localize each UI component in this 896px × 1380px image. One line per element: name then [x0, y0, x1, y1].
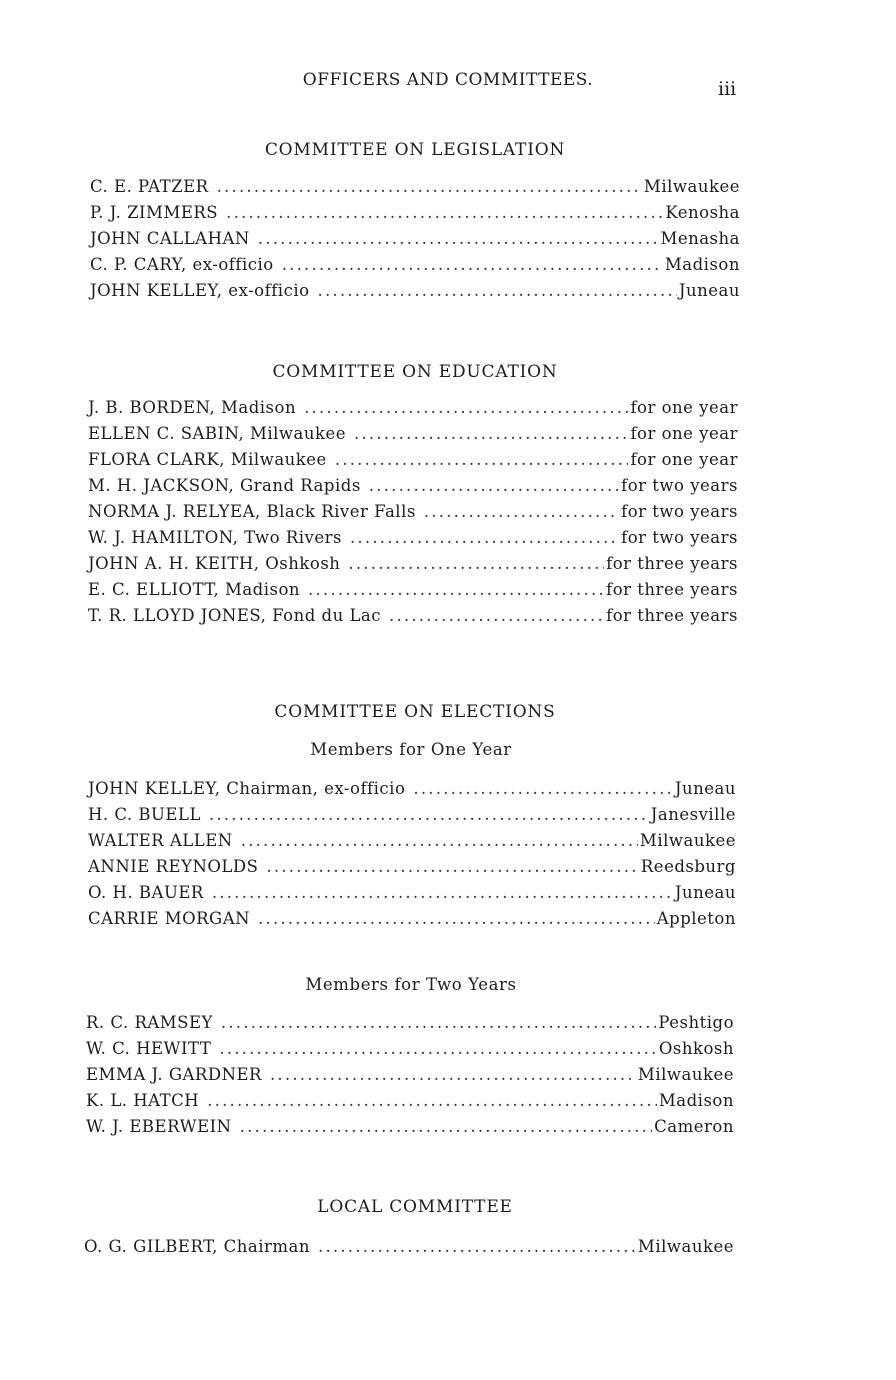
local-member-list — [84, 1237, 734, 1263]
dot-leader — [318, 1237, 636, 1256]
member-place: Oshkosh — [658, 1039, 734, 1058]
member-name: H. C. BUELL — [88, 805, 201, 824]
dot-leader — [241, 831, 638, 850]
dot-leader — [308, 580, 604, 599]
member-entry — [88, 502, 738, 528]
member-name: M. H. JACKSON, Grand Rapids — [88, 476, 361, 495]
member-place: Kenosha — [665, 203, 740, 222]
member-entry — [84, 1237, 734, 1263]
dot-leader — [226, 203, 663, 222]
member-entry — [86, 1117, 734, 1143]
member-name: P. J. ZIMMERS — [90, 203, 219, 222]
member-place: Madison — [658, 1091, 734, 1110]
member-name: W. C. HEWITT — [86, 1039, 212, 1058]
member-place: Madison — [664, 255, 740, 274]
member-name: T. R. LLOYD JONES, Fond du Lac — [88, 606, 382, 625]
member-name: CARRIE MORGAN — [88, 909, 251, 928]
member-place: Janesville — [650, 805, 736, 824]
member-name: NORMA J. RELYEA, Black River Falls — [88, 502, 416, 521]
dot-leader — [219, 1039, 657, 1058]
member-name: O. G. GILBERT, Chairman — [84, 1237, 311, 1256]
member-entry — [88, 883, 736, 909]
member-name: FLORA CLARK, Milwaukee — [88, 450, 327, 469]
elections-one-year-list — [88, 779, 736, 935]
dot-leader — [354, 424, 628, 443]
dot-leader — [258, 909, 655, 928]
member-name: K. L. HATCH — [86, 1091, 200, 1110]
member-entry — [88, 554, 738, 580]
member-name: R. C. RAMSEY — [86, 1013, 213, 1032]
dot-leader — [304, 398, 628, 417]
member-name: J. B. BORDEN, Madison — [88, 398, 297, 417]
member-entry — [88, 909, 736, 935]
member-entry — [88, 450, 738, 476]
dot-leader — [424, 502, 619, 521]
dot-leader — [240, 1117, 653, 1136]
member-name: EMMA J. GARDNER — [86, 1065, 262, 1084]
member-name: JOHN KELLEY, Chairman, ex-officio — [88, 779, 406, 798]
member-place: for two years — [621, 476, 738, 495]
member-entry — [88, 528, 738, 554]
member-name: JOHN A. H. KEITH, Oshkosh — [88, 554, 341, 573]
page-number: iii — [718, 78, 737, 100]
member-entry — [88, 424, 738, 450]
member-entry — [88, 580, 738, 606]
member-place: for three years — [606, 580, 738, 599]
member-entry — [90, 177, 740, 203]
dot-leader — [270, 1065, 636, 1084]
member-name: C. P. CARY, ex-officio — [90, 255, 274, 274]
member-entry — [86, 1013, 734, 1039]
member-name: WALTER ALLEN — [88, 831, 233, 850]
member-place: Milwaukee — [643, 177, 740, 196]
member-place: Cameron — [654, 1117, 734, 1136]
member-place: Reedsburg — [640, 857, 736, 876]
member-entry — [88, 831, 736, 857]
elections-two-years-list — [86, 1013, 734, 1143]
section-title-legislation: COMMITTEE ON LEGISLATION — [264, 140, 566, 160]
dot-leader — [318, 281, 677, 300]
member-name: JOHN CALLAHAN — [90, 229, 250, 248]
dot-leader — [389, 606, 604, 625]
member-name: JOHN KELLEY, ex-officio — [90, 281, 310, 300]
member-name: W. J. EBERWEIN — [86, 1117, 232, 1136]
legislation-member-list — [90, 177, 740, 307]
member-entry — [86, 1065, 734, 1091]
member-name: ELLEN C. SABIN, Milwaukee — [88, 424, 347, 443]
member-entry — [88, 476, 738, 502]
member-place: for three years — [606, 554, 738, 573]
dot-leader — [221, 1013, 656, 1032]
dot-leader — [212, 883, 673, 902]
dot-leader — [207, 1091, 657, 1110]
member-place: for two years — [621, 502, 738, 521]
member-entry — [90, 255, 740, 281]
member-entry — [88, 805, 736, 831]
member-place: for three years — [606, 606, 738, 625]
member-name: ANNIE REYNOLDS — [88, 857, 259, 876]
member-place: Juneau — [674, 883, 736, 902]
member-place: Peshtigo — [658, 1013, 734, 1032]
dot-leader — [335, 450, 629, 469]
member-place: for two years — [621, 528, 738, 547]
member-entry — [90, 229, 740, 255]
section-title-education: COMMITTEE ON EDUCATION — [272, 362, 558, 382]
member-name: E. C. ELLIOTT, Madison — [88, 580, 301, 599]
member-place: Milwaukee — [639, 831, 736, 850]
member-name: W. J. HAMILTON, Two Rivers — [88, 528, 342, 547]
member-place: for one year — [630, 398, 738, 417]
dot-leader — [266, 857, 638, 876]
member-entry — [88, 857, 736, 883]
member-place: for one year — [630, 450, 738, 469]
dot-leader — [413, 779, 673, 798]
member-entry — [88, 398, 738, 424]
dot-leader — [258, 229, 659, 248]
dot-leader — [217, 177, 642, 196]
education-member-list — [88, 398, 738, 632]
member-entry — [90, 203, 740, 229]
member-entry — [88, 779, 736, 805]
dot-leader — [348, 554, 604, 573]
member-place: Juneau — [678, 281, 740, 300]
subheading-one-year: Members for One Year — [310, 740, 512, 759]
running-head: OFFICERS AND COMMITTEES. — [302, 70, 594, 90]
member-entry — [86, 1091, 734, 1117]
member-name: C. E. PATZER — [90, 177, 209, 196]
member-entry — [88, 606, 738, 632]
subheading-two-years: Members for Two Years — [305, 975, 517, 994]
member-name: O. H. BAUER — [88, 883, 204, 902]
member-place: for one year — [630, 424, 738, 443]
member-entry — [90, 281, 740, 307]
member-place: Menasha — [660, 229, 740, 248]
member-place: Milwaukee — [637, 1237, 734, 1256]
dot-leader — [282, 255, 663, 274]
dot-leader — [209, 805, 649, 824]
dot-leader — [369, 476, 619, 495]
section-title-local: LOCAL COMMITTEE — [317, 1197, 513, 1217]
member-place: Appleton — [656, 909, 736, 928]
dot-leader — [350, 528, 619, 547]
section-title-elections: COMMITTEE ON ELECTIONS — [274, 702, 556, 722]
member-entry — [86, 1039, 734, 1065]
member-place: Milwaukee — [637, 1065, 734, 1084]
member-place: Juneau — [674, 779, 736, 798]
